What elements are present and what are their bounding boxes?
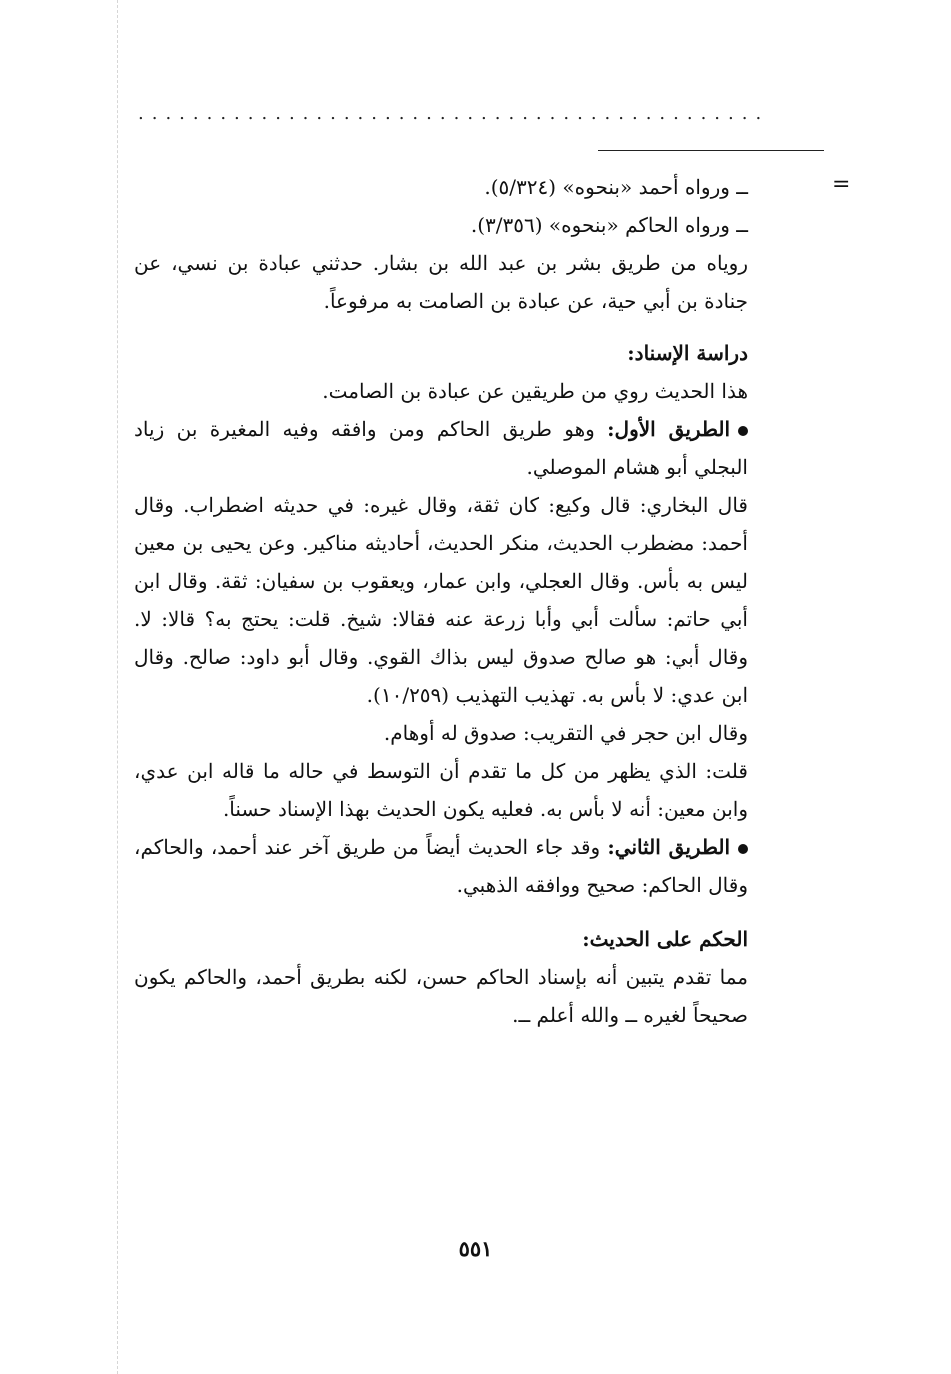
second-path-paragraph: [134, 828, 748, 904]
first-path-paragraph: [134, 410, 748, 486]
dotted-separator: ..............................................: [138, 104, 770, 124]
paragraph-hakim-ref: ــ ورواه الحاكم «بنحوه» (٣/٣٥٦).: [470, 213, 748, 237]
first-path-text: وهو طريق الحاكم ومن وافقه وفيه المغيرة بن زياد البجلي أبو هشام الموصلي.: [134, 417, 748, 479]
narrator-assessment: قال البخاري: قال وكيع: كان ثقة، وقال غيره: في حديثه اضطراب. وقال أحمد: مضطرب الحديث، منكر الحديث، أحاديثه مناكير. وعن يحيى بن معين ليس به بأس. وقال العجلي، وابن عمار، ويعقوب بن سفيان: ثقة. وقال ابن أبي حاتم: سألت أبي وأبا زرعة عنه فقالا: شيخ. قلت: يحتج به؟ قالا: لا. وقال أبي: هو صالح صدوق ليس بذاك القوي. وقال أبو داود: صالح. وقال ابن عدي: لا بأس به. تهذيب التهذيب (١٠/٢٥٩).: [134, 493, 748, 707]
page-number: ٥٥١: [458, 1236, 493, 1261]
binding-gutter-line: [117, 0, 118, 1374]
ruling-heading: الحكم على الحديث:: [582, 927, 748, 951]
bullet-icon: [738, 426, 748, 436]
footnote-body: [134, 168, 748, 1034]
second-path-label: الطريق الثاني:: [607, 835, 731, 859]
continuation-mark: =: [832, 172, 851, 197]
isnad-heading: دراسة الإسناد:: [627, 341, 748, 365]
author-conclusion: قلت: الذي يظهر من كل ما تقدم أن التوسط في حاله ما قاله ابن عدي، وابن معين: أنه لا بأس به. فعليه يكون الحديث بهذا الإسناد حسناً.: [134, 759, 748, 821]
isnad-intro: هذا الحديث روي من طريقين عن عبادة بن الصامت.: [322, 379, 748, 403]
ruling-text: مما تقدم يتبين أنه بإسناد الحاكم حسن، لكنه بطريق أحمد، والحاكم يكون صحيحاً لغيره ــ والله أعلم ــ.: [134, 965, 748, 1027]
paragraph-chain: روياه من طريق بشر بن عبد الله بن بشار. حدثني عبادة بن نسي، عن جنادة بن أبي حية، عن عبادة بن الصامت به مرفوعاً.: [134, 251, 748, 313]
ibn-hajar-assessment: وقال ابن حجر في التقريب: صدوق له أوهام.: [383, 721, 748, 745]
second-path-text: وقد جاء الحديث أيضاً من طريق آخر عند أحمد، والحاكم، وقال الحاكم: صحيح ووافقه الذهبي.: [134, 835, 748, 897]
first-path-label: الطريق الأول:: [607, 417, 731, 441]
footnote-rule: [598, 150, 824, 151]
paragraph-ahmad-ref: ــ ورواه أحمد «بنحوه» (٥/٣٢٤).: [484, 175, 748, 199]
bullet-icon: [738, 844, 748, 854]
